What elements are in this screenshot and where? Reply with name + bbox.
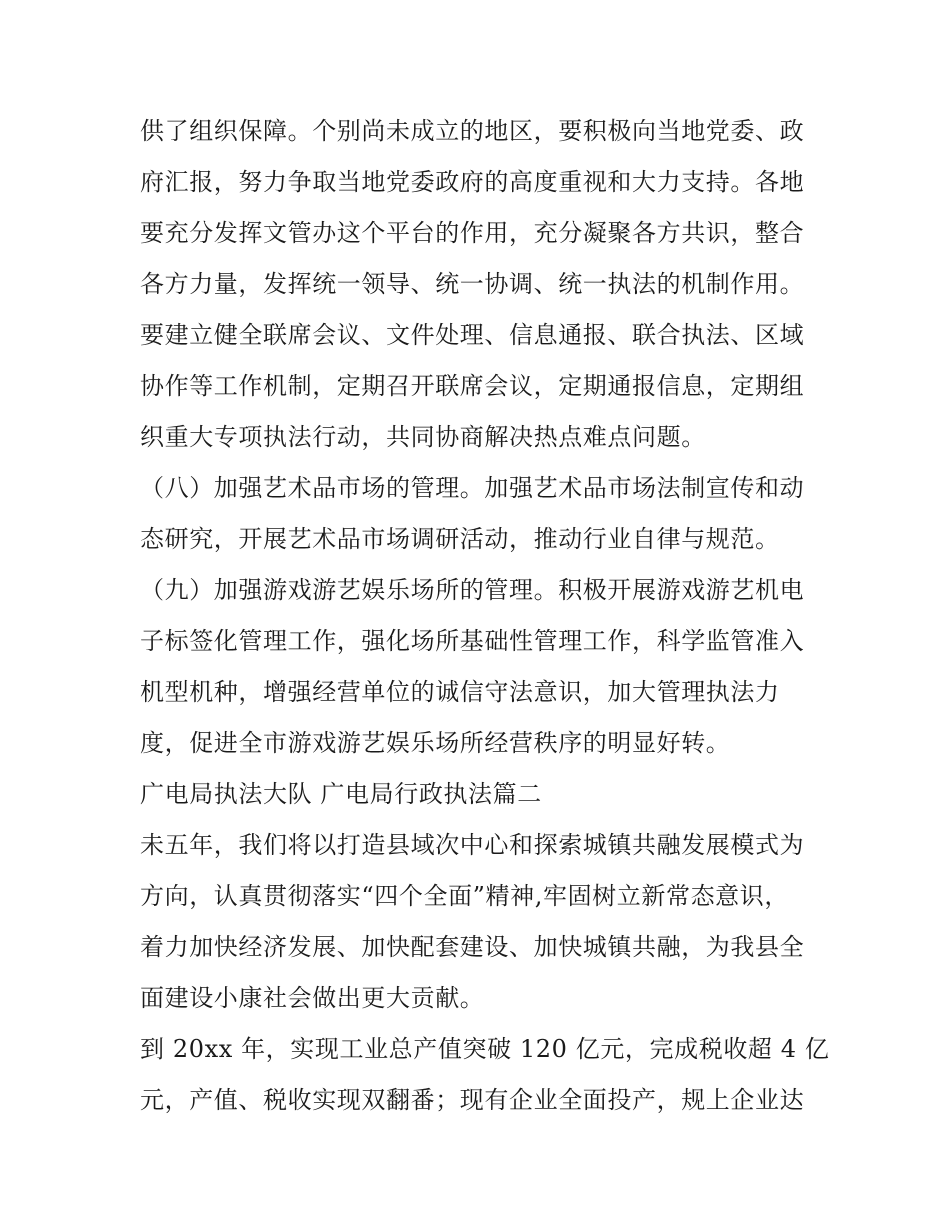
text-line: 态研究，开展艺术品市场调研活动，推动行业自律与规范。 — [140, 525, 780, 553]
text-line: 协作等工作机制，定期召开联席会议，定期通报信息，定期组 — [140, 372, 805, 400]
text-line: 织重大专项执法行动，共同协商解决热点难点问题。 — [140, 423, 706, 451]
text-line: 供了组织保障。个别尚未成立的地区，要积极向当地党委、政 — [140, 117, 805, 145]
article-title: 广电局执法大队 广电局行政执法篇二 — [140, 780, 542, 808]
text-line: 到 20xx 年，实现工业总产值突破 120 亿元，完成税收超 4 亿 — [140, 1035, 830, 1063]
text-line: 各方力量，发挥统一领导、统一协调、统一执法的机制作用。 — [140, 270, 805, 298]
text-line: 方向，认真贯彻落实“四个全面”精神,牢固树立新常态意识， — [140, 882, 789, 910]
document-body — [140, 106, 830, 1126]
text-line: 面建设小康社会做出更大贡献。 — [140, 984, 485, 1012]
text-line: 要充分发挥文管办这个平台的作用，充分凝聚各方共识，整合 — [140, 219, 805, 247]
text-line: 子标签化管理工作，强化场所基础性管理工作，科学监管准入 — [140, 627, 805, 655]
text-line: 府汇报，努力争取当地党委政府的高度重视和大力支持。各地 — [140, 168, 805, 196]
text-line: 着力加快经济发展、加快配套建设、加快城镇共融，为我县全 — [140, 933, 805, 961]
text-line: 机型机种，增强经营单位的诚信守法意识，加大管理执法力 — [140, 678, 780, 706]
text-line: 要建立健全联席会议、文件处理、信息通报、联合执法、区域 — [140, 321, 805, 349]
section-heading-8: （八）加强艺术品市场的管理。加强艺术品市场法制宣传和动 — [140, 474, 805, 502]
text-line: 未五年，我们将以打造县域次中心和探索城镇共融发展模式为 — [140, 831, 805, 859]
section-heading-9: （九）加强游戏游艺娱乐场所的管理。积极开展游戏游艺机电 — [140, 576, 805, 604]
text-line: 度，促进全市游戏游艺娱乐场所经营秩序的明显好转。 — [140, 729, 731, 757]
text-line: 元，产值、税收实现双翻番；现有企业全面投产，规上企业达 — [140, 1086, 805, 1114]
